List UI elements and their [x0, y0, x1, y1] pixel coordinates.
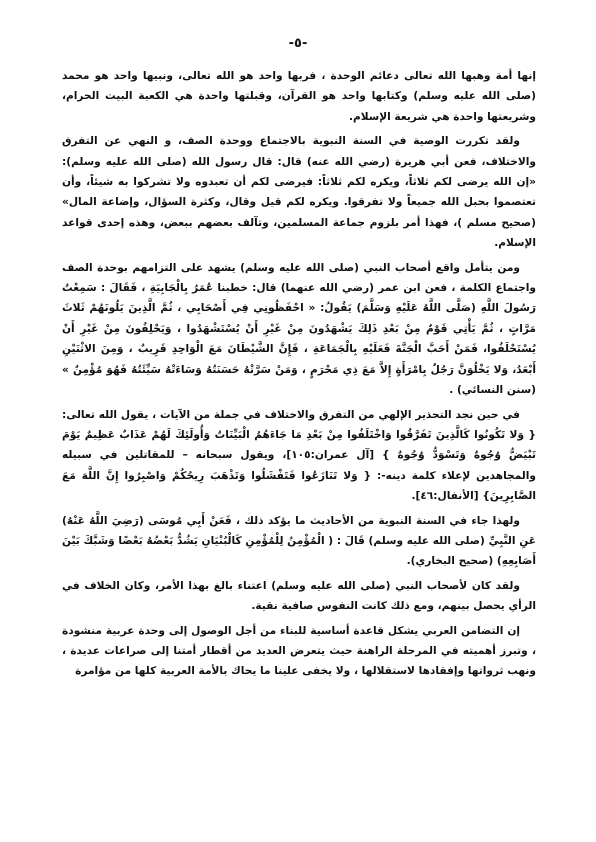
- paragraph-4: في حين نجد التحذير الإلهي من التفرق والاختلاف في جملة من الآيات ، يقول الله تعالى: { وَلا تَكُونُوا كَالَّذِينَ تَفَرَّقُوا وَاخْتَلَفُوا مِنْ بَعْدِ مَا جَاءَهُمُ الْبَيِّنَاتُ وَأُولَئِكَ لَهُمْ عَذَابٌ عَظِيمٌ يَوْمَ تَبْيَضُّ وُجُوهٌ وَتَسْوَدُّ وُجُوهٌ } [آل عمران:١٠٥]، ويقول سبحانه – للمقاتلين في سبيله والمجاهدين لإعلاء كلمة دينه-: { وَلا تَنَازَعُوا فَتَفْشَلُوا وَتَذْهَبَ رِيحُكُمْ وَاصْبِرُوا إِنَّ اللَّهَ مَعَ الصَّابِرِينَ} [الأنفال:٤٦].: [62, 408, 536, 503]
- paragraph-2: ولقد تكررت الوصية في السنة النبوية بالاجتماع ووحدة الصف، و النهي عن التفرق والاختلاف، فعن أبي هريرة (رضي الله عنه) قال: قال رسول الله (صلى الله عليه وسلم): «إن الله يرضى لكم ثلاثاً، ويكره لكم ثلاثاً: فيرضى لكم أن تعبدوه ولا تشركوا به شيئاً، وأن تعتصموا بحبل الله جميعاً ولا تفرقوا. ويكره لكم قيل وقال، وكثرة السؤال، وإضاعة المال» (صحيح مسلم )، فهذا أمر بلزوم جماعة المسلمين، وتآلف بعضهم ببعض، وهذه إحدى قواعد الإسلام.: [62, 135, 536, 250]
- paragraph-5: ولهذا جاء في السنة النبوية من الأحاديث ما يؤكد ذلك ، فَعَنْ أَبِي مُوسَى (رَضِيَ اللَّهُ عَنْهُ) عَنِ النَّبِيِّ (صلى الله عليه وسلم) قَالَ : ( الْمُؤْمِنُ لِلْمُؤْمِنِ كَالْبُنْيَانِ يَشُدُّ بَعْضُهُ بَعْضًا وَشَبَّكَ بَيْنَ أَصَابِعِهِ) (صحيح البخاري).: [62, 514, 536, 568]
- paragraph-7: إن التضامن العربي يشكل قاعدة أساسية للبناء من أجل الوصول إلى وحدة عربية منشودة ، وتبرز أهميته في المرحلة الراهنة حيث يتعرض العديد من أقطار أمتنا إلى صراعات عديدة ، ونهب ثرواتها وإفقادها لاستقلالها ، ولا يخفى علينا ما يحاك بالأمة العربية كلها من مؤامرة: [62, 624, 536, 678]
- document-body: [62, 66, 536, 686]
- paragraph-6: ولقد كان لأصحاب النبي (صلى الله عليه وسلم) اعتناء بالغ بهذا الأمر، وكان الخلاف في الرأي يحصل بينهم، ومع ذلك كانت النفوس صافية نقية.: [62, 579, 536, 613]
- paragraph-3: ومن يتأمل واقع أصحاب النبي (صلى الله عليه وسلم) يشهد على التزامهم بوحدة الصف واجتماع الكلمة ، فعن ابن عمر (رضي الله عنهما) قال: خطبنا عُمَرُ بِالْجَابِيَةِ ، فَقَالَ : سَمِعْتُ رَسُولَ اللَّهِ (صَلَّى اللَّهُ عَلَيْهِ وَسَلَّمَ) يَقُولُ: « احْفَظُونِي فِي أَصْحَابِي ، ثُمَّ الَّذِينَ يَلُونَهُمْ ثَلاثَ مَرَّاتٍ ، ثُمَّ يَأْتِي قَوْمٌ مِنْ بَعْدِ ذَلِكَ يَشْهَدُونَ مِنْ غَيْرِ أَنْ يُسْتَشْهَدُوا ، وَيَحْلِفُونَ مِنْ غَيْرِ أَنْ يُسْتَحْلَفُوا، فَمَنْ أَحَبَّ الْجَنَّةَ فَعَلَيْهِ بِالْجَمَاعَةِ ، فَإِنَّ الشَّيْطَانَ مَعَ الْوَاحِدِ قَرِيبٌ ، وَمِنَ الاثْنَيْنِ أَبْعَدُ، وَلا يَخْلُوَنَّ رَجُلٌ بِامْرَأَةٍ إِلاَّ مَعَ ذِي مَحْرَمٍ ، وَمَنْ سَرَّتْهُ حَسَنَتُهُ وَسَاءَتْهُ سَيِّئَتُهُ فَهُوَ مُؤْمِنٌ » (سنن النسائي) .: [62, 261, 536, 397]
- paragraph-1: إنها أمة وهبها الله تعالى دعائم الوحدة ، فربها واحد هو الله تعالى، ونبيها واحد هو محمد (صلى الله عليه وسلم) وكتابها واحد هو القرآن، وقبلتها واحدة هي الكعبة البيت الحرام، وشريعتها واحدة هي شريعة الإسلام.: [62, 70, 536, 123]
- page-number: -٥-: [288, 36, 308, 51]
